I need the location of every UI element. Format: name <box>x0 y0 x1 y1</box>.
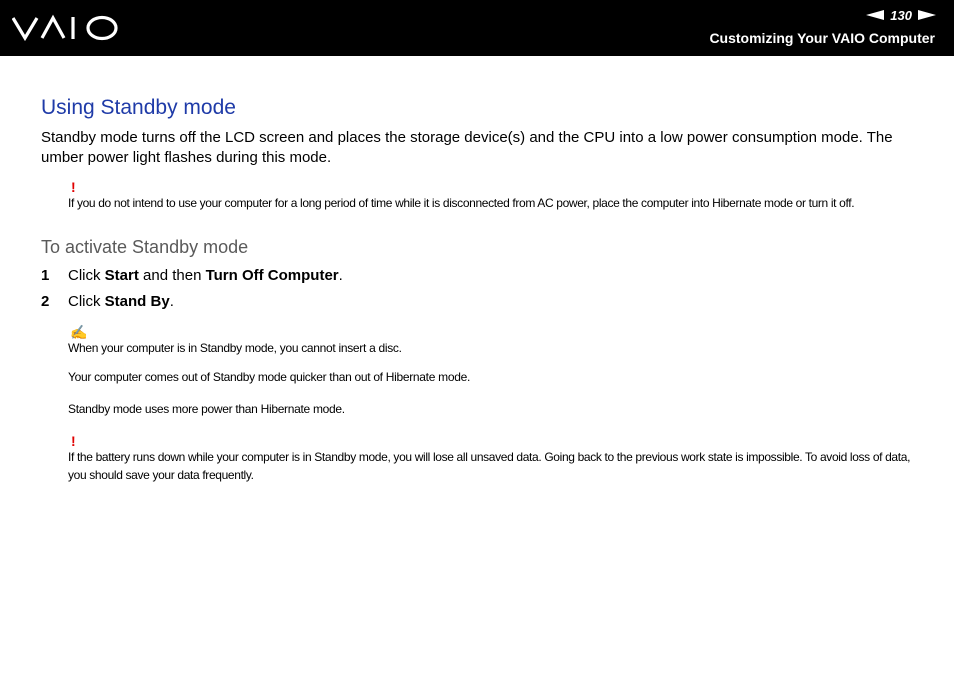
step-number: 1 <box>41 267 50 284</box>
warning-exclamation-icon: ! <box>71 433 76 449</box>
pencil-note-icon: ✍ <box>70 324 88 340</box>
page-header <box>0 0 954 56</box>
section-title: Customizing Your VAIO Computer <box>709 30 935 46</box>
info-note <box>68 325 918 339</box>
intro-paragraph: Standby mode turns off the LCD screen and places the storage device(s) and the CPU into a low power consumption mode. The umber power light flashes during this mode. <box>41 129 893 166</box>
subtitle-activate-standby: To activate Standby mode <box>41 237 249 257</box>
previous-page-arrow-icon[interactable] <box>866 10 884 20</box>
warning-text-1: If you do not intend to use your computer for a long period of time while it is disconnected from AC power, place the computer into Hibernate mode or turn it off. <box>68 196 855 210</box>
next-page-arrow-icon[interactable] <box>918 10 936 20</box>
start-label: Start <box>104 267 139 284</box>
stand-by-label: Stand By <box>104 293 170 310</box>
note-line-2: Your computer comes out of Standby mode quicker than out of Hibernate mode. <box>68 370 470 384</box>
step-number: 2 <box>41 293 50 310</box>
page-title: Using Standby mode <box>41 96 236 119</box>
warning-note-1 <box>68 180 918 212</box>
note-line-3: Standby mode uses more power than Hibernate mode. <box>68 402 345 416</box>
warning-note-2 <box>68 434 918 484</box>
warning-exclamation-icon: ! <box>71 179 76 195</box>
vaio-logo <box>12 14 120 42</box>
step-1: 1 Click Start and then Turn Off Computer. <box>41 267 343 284</box>
page-navigation <box>866 7 936 23</box>
page-number: 130 <box>890 7 912 23</box>
warning-text-2: If the battery runs down while your computer is in Standby mode, you will lose all unsaved data. Going back to the previous work state is impossible. To avoid loss of data, you should save your data frequently. <box>68 450 911 482</box>
turn-off-computer-label: Turn Off Computer <box>205 267 339 284</box>
note-line-1: When your computer is in Standby mode, you cannot insert a disc. <box>68 341 402 355</box>
step-2: 2 Click Stand By. <box>41 293 174 310</box>
